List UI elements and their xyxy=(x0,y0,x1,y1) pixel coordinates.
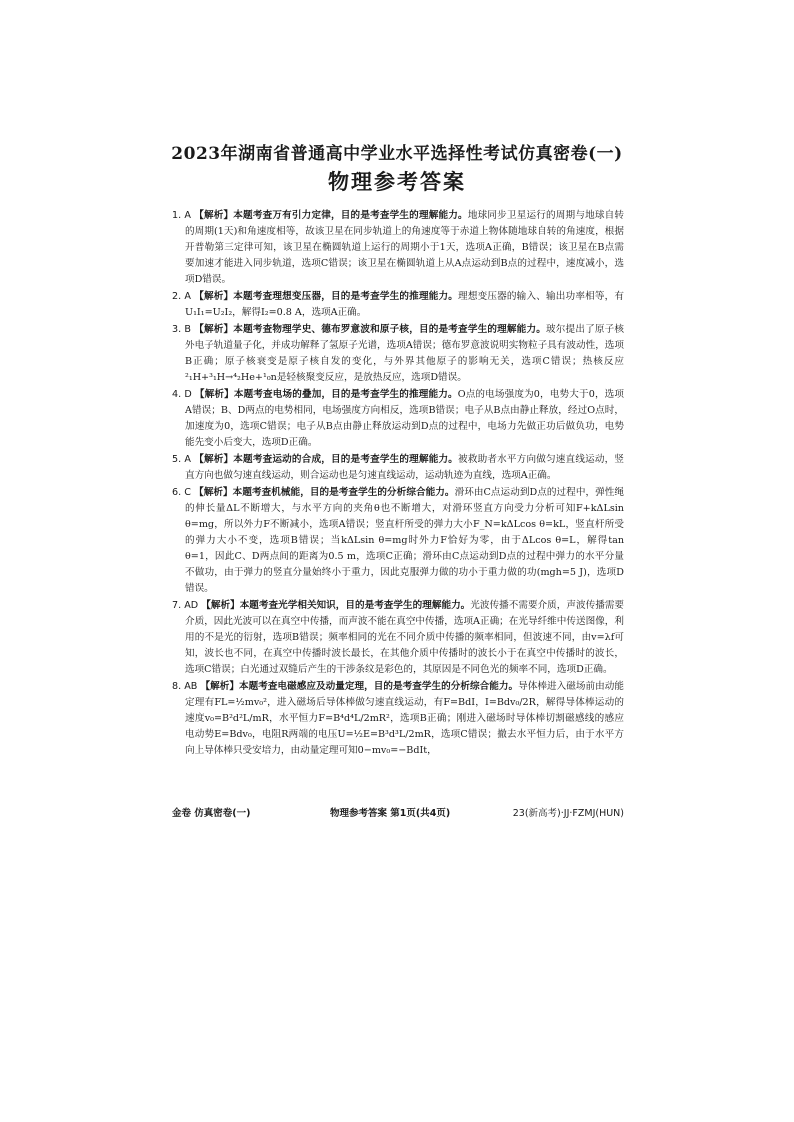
item-number: 3. B xyxy=(172,324,191,335)
answer-item-5 xyxy=(172,452,624,484)
page-footer xyxy=(172,805,624,821)
item-lead: 本题考查运动的合成，目的是考查学生的理解能力。 xyxy=(233,454,459,465)
answer-subtitle: 物理参考答案 xyxy=(328,170,466,194)
item-number: 8. AB xyxy=(172,681,198,692)
item-number: 1. A xyxy=(172,210,191,221)
answer-item-1 xyxy=(172,208,624,288)
item-body: 理想变压器的输入、输出功率相等，有U₁I₁=U₂I₂，解得I₂=0.8 A，选项A正确。 xyxy=(185,291,624,318)
answer-item-4 xyxy=(172,387,624,451)
item-lead: 本题考查光学相关知识，目的是考查学生的理解能力。 xyxy=(239,600,471,611)
item-body: 玻尔提出了原子核外电子轨道量子化，并成功解释了氢原子光谱，选项A错误；德布罗意波说明实物粒子具有波动性，选项B正确；原子核衰变是原子核自发的变化，与外界其他原子的影响无关，选项C错误；热核反应²₁H+³₁H→⁴₂He+¹₀n是轻核聚变反应，是放热反应，选项D错误。 xyxy=(185,324,624,383)
answer-list xyxy=(172,208,624,760)
item-number: 5. A xyxy=(172,454,191,465)
item-body: O点的电场强度为0，电势大于0，选项A错误；B、D两点的电势相同，电场强度方向相反，选项B错误；电子从B点由静止释放，经过O点时，加速度为0，选项C错误；电子从B点由静止释放运动到D点的过程中，电场力先做正功后做负功，电势能先变小后变大，选项D正确。 xyxy=(185,389,625,448)
item-tag: 【解析】 xyxy=(194,291,234,302)
item-tag: 【解析】 xyxy=(201,600,240,611)
item-tag: 【解析】 xyxy=(194,454,234,465)
answer-item-6 xyxy=(172,485,624,597)
item-lead: 本题考查物理学史、德布罗意波和原子核，目的是考查学生的理解能力。 xyxy=(233,324,546,335)
item-body: 光波传播不需要介质，声波传播需要介质，因此光波可以在真空中传播，而声波不能在真空中传播，选项A正确；在光导纤维中传送图像，利用的不是光的衍射，选项B错误；频率相同的光在不同介质中传播的频率相同，但波速不同，由v=λf可知，波长也不同，在真空中传播时波长最长，在其他介质中传播时的波长小于在真空中传播时的波长，选项C错误；白光通过双缝后产生的干涉条纹是彩色的，其原因是不同色光的频率不同，选项D正确。 xyxy=(185,600,625,675)
item-tag: 【解析】 xyxy=(194,487,233,498)
answer-item-7 xyxy=(172,598,624,678)
footer-code: 23(新高考)·JJ·FZMJ(HUN) xyxy=(512,808,624,819)
item-number: 4. D xyxy=(172,389,192,400)
answer-item-3 xyxy=(172,322,624,386)
item-tag: 【解析】 xyxy=(200,681,239,692)
item-lead: 本题考查电场的叠加，目的是考查学生的推理能力。 xyxy=(233,389,458,400)
item-number: 7. AD xyxy=(172,600,199,611)
item-body: 地球同步卫星运行的周期与地球自转的周期(1天)和角速度相等，故该卫星在同步轨道上的角速度等于赤道上物体随地球自转的角速度，根据开普勒第三定律可知，该卫星在椭圆轨道上运行的周期小于1天，选项A正确，B错误；该卫星在B点需要加速才能进入同步轨道，选项C错误；该卫星在椭圆轨道上从A点运动到B点的过程中，速度减小，选项D错误。 xyxy=(185,210,625,285)
item-body: 导体棒进入磁场前由动能定理有FL=½mv₀²，进入磁场后导体棒做匀速直线运动，有F=BdI，I=Bdv₀/2R，解得导体棒运动的速度v₀=B²d²L/mR，水平恒力F=B⁴d⁴L/2mR²，选项B正确；刚进入磁场时导体棒切割磁感线的感应电动势E=Bdv₀，电阻R两端的电压U=½E=B³d³L/2mR，选项C错误；撤去水平恒力后，由于水平方向上导体棒只受安培力，由动量定理可知0−mv₀=−BdIt， xyxy=(185,681,625,756)
item-lead: 本题考查电磁感应及动量定理，目的是考查学生的分析综合能力。 xyxy=(239,681,519,692)
item-number: 2. A xyxy=(172,291,191,302)
footer-page-number: 物理参考答案 第1页(共4页) xyxy=(330,808,451,819)
item-lead: 本题考查万有引力定律，目的是考查学生的理解能力。 xyxy=(233,210,468,221)
item-lead: 本题考查理想变压器，目的是考查学生的推理能力。 xyxy=(233,291,459,302)
item-body: 滑环由C点运动到D点的过程中，弹性绳的伸长量ΔL不断增大，与水平方向的夹角θ也不断增大，对滑环竖直方向受力分析可知F+kΔLsin θ=mg，所以外力F不断减小，选项A错误；竖直杆所受的弹力大小F_N=kΔLcos θ=kL，竖直杆所受的弹力大小不变，选项B错误；当kΔLsin θ=mg时外力F恰好为零，由于ΔLcos θ=L，解得tan θ=1，因此C、D两点间的距离为0.5 m，选项C正确；滑环由C点运动到D点的过程中弹力的水平分量不做功，由于弹力的竖直分量始终小于重力，因此克服弹力做的功小于重力做的功(mgh=5 J)，选项D错误。 xyxy=(185,487,625,594)
footer-series: 金卷 仿真密卷(一) xyxy=(172,808,251,819)
item-number: 6. C xyxy=(172,487,191,498)
item-tag: 【解析】 xyxy=(194,389,234,400)
item-tag: 【解析】 xyxy=(194,210,234,221)
item-body: 被救助者水平方向做匀速直线运动，竖直方向也做匀速直线运动，则合运动也是匀速直线运动，运动轨迹为直线，选项A正确。 xyxy=(185,454,624,481)
answer-item-8 xyxy=(172,679,624,759)
answer-item-2 xyxy=(172,289,624,321)
exam-title: 2023年湖南省普通高中学业水平选择性考试仿真密卷(一) xyxy=(171,144,623,164)
item-lead: 本题考查机械能，目的是考查学生的分析综合能力。 xyxy=(232,487,455,498)
item-tag: 【解析】 xyxy=(194,324,234,335)
